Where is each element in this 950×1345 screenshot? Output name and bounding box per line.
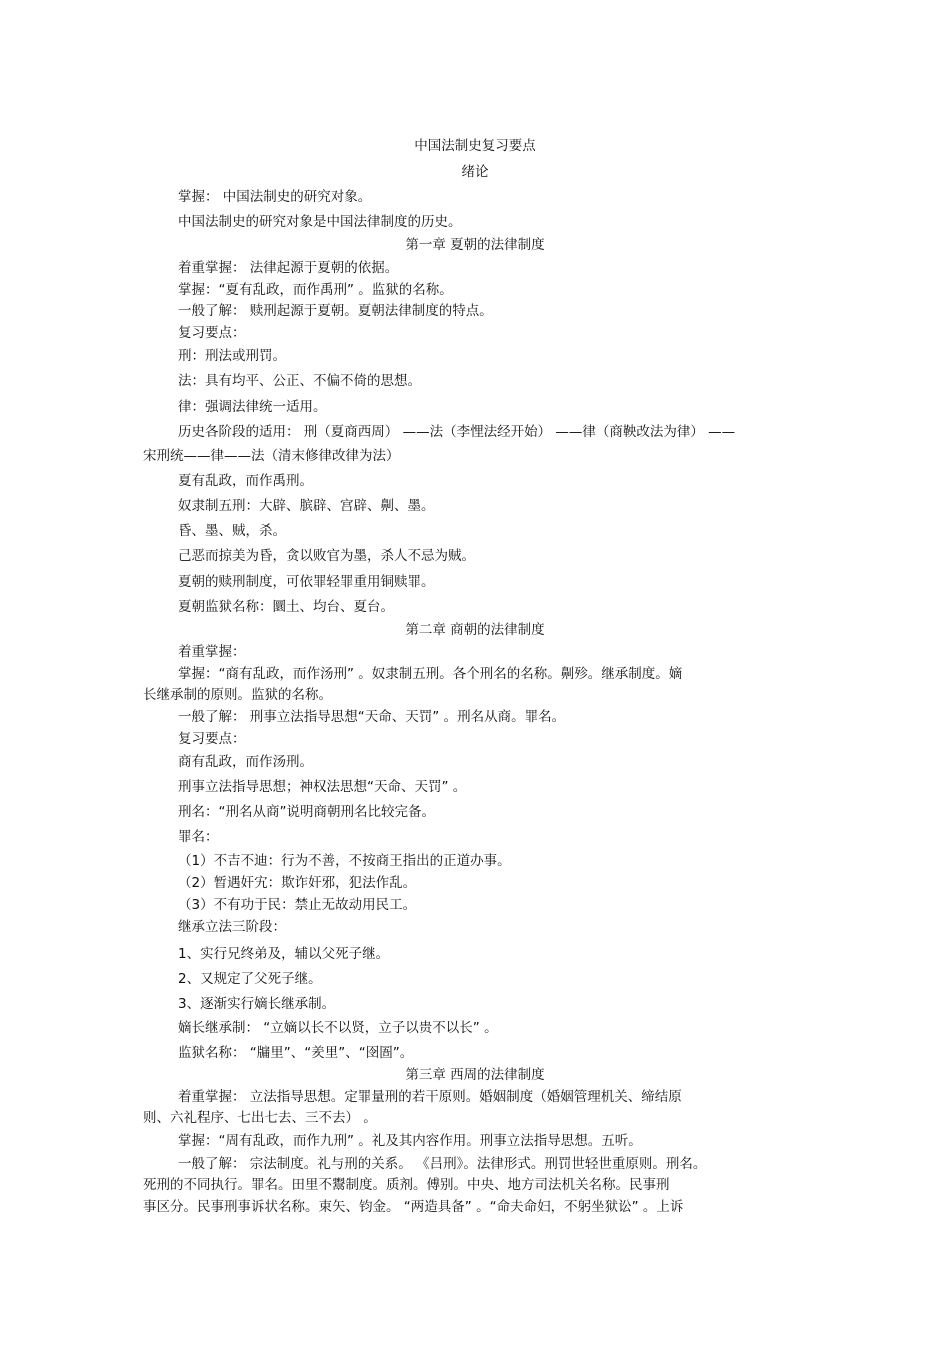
paragraph: 长继承制的原则。监狱的名称。	[143, 687, 332, 703]
list-item: （1）不吉不迪：行为不善，不按商王指出的正道办事。	[178, 853, 511, 869]
paragraph: 历史各阶段的适用： 刑（夏商西周） ——法（李悝法经开始） ——律（商鞅改法为律） ——	[178, 424, 736, 440]
paragraph: 中国法制史的研究对象是中国法律制度的历史。	[178, 214, 462, 230]
document-title: 中国法制史复习要点	[414, 138, 536, 154]
paragraph: 奴隶制五刑：大辟、膑辟、宫辟、劓、墨。	[178, 498, 435, 514]
paragraph: 嫡长继承制： “立嫡以长不以贤，立子以贵不以长” 。	[178, 1020, 498, 1036]
paragraph: 则、六礼程序、七出七去、三不去） 。	[143, 1110, 377, 1126]
chapter-heading: 第一章 夏朝的法律制度	[405, 237, 545, 253]
paragraph: 着重掌握： 法律起源于夏朝的依据。	[178, 260, 399, 276]
paragraph: 律：强调法律统一适用。	[178, 399, 327, 415]
paragraph: 己恶而掠美为昏，贪以败官为墨，杀人不忌为贼。	[178, 548, 475, 564]
paragraph: 掌握：“周有乱政，而作九刑” 。礼及其内容作用。刑事立法指导思想。五听。	[178, 1133, 642, 1149]
paragraph: 一般了解： 宗法制度。礼与刑的关系。 《吕刑》。法律形式。刑罚世轻世重原则。刑名。	[178, 1156, 707, 1172]
paragraph: 死刑的不同执行。罪名。田里不鬻制度。质剂。傅别。中央、地方司法机关名称。民事刑	[143, 1177, 670, 1193]
paragraph: 监狱名称： “牖里”、“羑里”、“囹圄”。	[178, 1045, 414, 1061]
paragraph: 着重掌握： 立法指导思想。定罪量刑的若干原则。婚姻制度（婚姻管理机关、缔结原	[178, 1089, 682, 1105]
chapter-heading: 第二章 商朝的法律制度	[405, 622, 545, 638]
paragraph: 夏朝的赎刑制度，可依罪轻罪重用铜赎罪。	[178, 574, 435, 590]
list-item: （3）不有功于民：禁止无故动用民工。	[178, 897, 417, 913]
paragraph: 夏有乱政，而作禹刑。	[178, 473, 313, 489]
paragraph: 刑事立法指导思想；神权法思想“天命、天罚” 。	[178, 779, 467, 795]
paragraph: 着重掌握：	[178, 644, 246, 660]
paragraph: 夏朝监狱名称：圜土、均台、夏台。	[178, 599, 394, 615]
paragraph: 商有乱政，而作汤刑。	[178, 754, 313, 770]
paragraph: 刑名：“刑名从商”说明商朝刑名比较完备。	[178, 804, 435, 820]
paragraph: 一般了解： 赎刑起源于夏朝。夏朝法律制度的特点。	[178, 303, 493, 319]
paragraph: 刑：刑法或刑罚。	[178, 348, 286, 364]
paragraph: 复习要点：	[178, 325, 246, 341]
list-item: （2）暂遇奸宄：欺诈奸邪，犯法作乱。	[178, 875, 417, 891]
intro-heading: 绪论	[461, 164, 489, 180]
paragraph: 昏、墨、贼，杀。	[178, 523, 286, 539]
paragraph: 宋刑统——律——法（清末修律改律为法）	[143, 448, 400, 464]
paragraph: 掌握： 中国法制史的研究对象。	[178, 189, 372, 205]
paragraph: 一般了解： 刑事立法指导思想“天命、天罚” 。刑名从商。罪名。	[178, 709, 566, 725]
paragraph: 继承立法三阶段：	[178, 919, 286, 935]
chapter-heading: 第三章 西周的法律制度	[405, 1067, 545, 1083]
paragraph: 罪名：	[178, 829, 219, 845]
paragraph: 法：具有均平、公正、不偏不倚的思想。	[178, 373, 421, 389]
list-item: 1、实行兄终弟及，辅以父死子继。	[178, 946, 390, 962]
paragraph: 掌握：“夏有乱政，而作禹刑” 。监狱的名称。	[178, 282, 453, 298]
paragraph: 复习要点：	[178, 731, 246, 747]
paragraph: 掌握：“商有乱政，而作汤刑” 。奴隶制五刑。各个刑名的名称。劓殄。继承制度。嫡	[178, 666, 683, 682]
list-item: 3、逐渐实行嫡长继承制。	[178, 996, 336, 1012]
paragraph: 事区分。民事刑事诉状名称。束矢、钧金。 “两造具备” 。“命夫命妇，不躬坐狱讼” 。上诉	[143, 1199, 684, 1215]
list-item: 2、又规定了父死子继。	[178, 971, 322, 987]
